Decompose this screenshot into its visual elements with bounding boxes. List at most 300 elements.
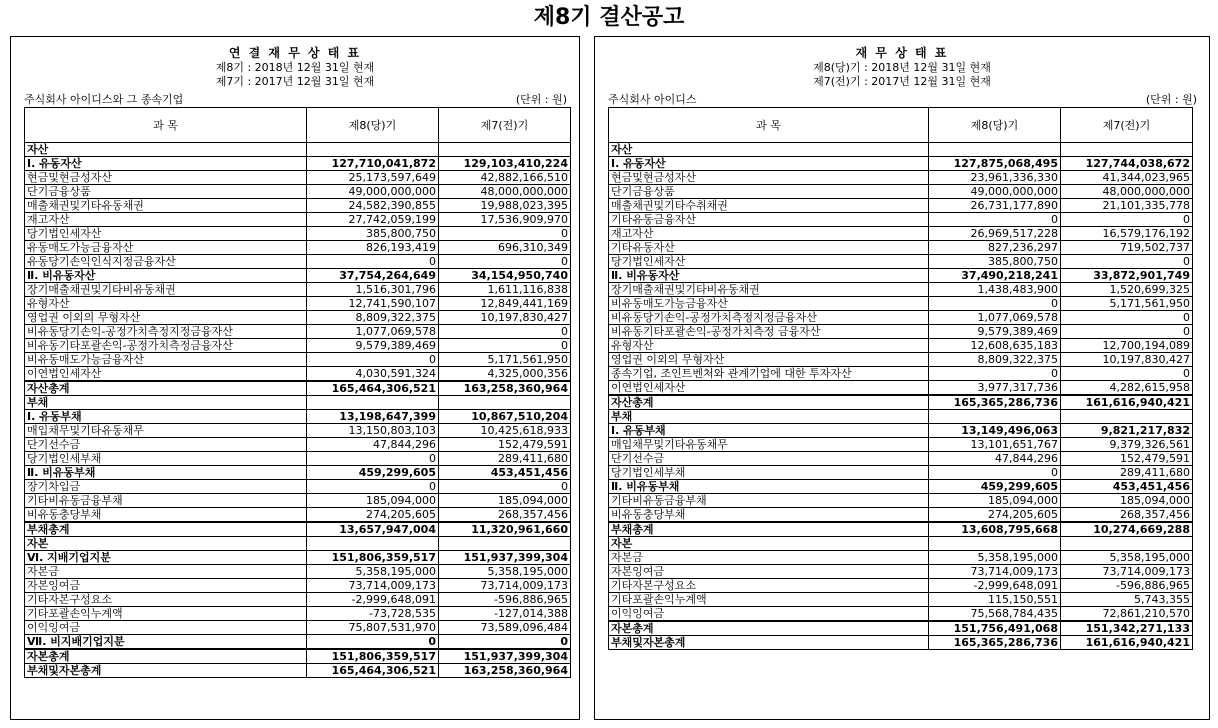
row-value-prior — [1061, 537, 1193, 551]
row-value-prior: 73,714,009,173 — [439, 579, 571, 593]
row-value-prior: 5,171,561,950 — [1061, 297, 1193, 311]
row-value-current: 185,094,000 — [929, 494, 1061, 508]
row-value-current: 73,714,009,173 — [929, 565, 1061, 579]
row-value-prior — [439, 143, 571, 157]
row-label: 단기금융상품 — [609, 185, 929, 199]
table-row — [609, 466, 1193, 480]
row-label: Ⅵ. 지배기업지분 — [25, 551, 307, 565]
row-value-current: 827,236,297 — [929, 241, 1061, 255]
row-label: 자본잉여금 — [25, 579, 307, 593]
row-label: 자산총계 — [25, 381, 307, 396]
row-value-current — [929, 143, 1061, 157]
row-value-current: 13,608,795,668 — [929, 522, 1061, 537]
table-row — [609, 551, 1193, 565]
row-value-prior: 0 — [439, 339, 571, 353]
table-row — [25, 199, 571, 213]
row-label: 비유동당기손익-공정가치측정지정금융자산 — [25, 325, 307, 339]
table-row — [25, 396, 571, 410]
row-value-current — [307, 143, 439, 157]
row-value-prior: 33,872,901,749 — [1061, 269, 1193, 283]
table-row — [609, 621, 1193, 636]
row-value-current: 49,000,000,000 — [307, 185, 439, 199]
table-row — [25, 171, 571, 185]
row-value-current — [929, 410, 1061, 424]
table-row — [609, 339, 1193, 353]
column-header-prior: 제7(전)기 — [1061, 108, 1193, 143]
row-value-current: 165,464,306,521 — [307, 381, 439, 396]
table-row — [25, 438, 571, 452]
row-label: 당기법인세부채 — [609, 466, 929, 480]
row-value-current — [307, 396, 439, 410]
table-row — [25, 551, 571, 565]
row-label: 이익잉여금 — [25, 621, 307, 635]
table-row — [609, 255, 1193, 269]
row-label: 자산 — [25, 143, 307, 157]
table-row — [25, 311, 571, 325]
row-value-current: 0 — [307, 353, 439, 367]
table-row — [25, 241, 571, 255]
row-label: 영업권 이외의 무형자산 — [609, 353, 929, 367]
table-row — [609, 241, 1193, 255]
table-row — [25, 143, 571, 157]
row-value-prior: 185,094,000 — [439, 494, 571, 508]
table-row — [25, 297, 571, 311]
row-value-current: 9,579,389,469 — [307, 339, 439, 353]
row-value-current: 459,299,605 — [307, 466, 439, 480]
table-row — [609, 494, 1193, 508]
row-value-current: 151,806,359,517 — [307, 551, 439, 565]
row-label: 영업권 이외의 무형자산 — [25, 311, 307, 325]
period-current: 제8기 : 2018년 12월 31일 현재 — [215, 61, 375, 74]
row-label: Ⅱ. 비유동자산 — [25, 269, 307, 283]
table-header-row — [609, 108, 1193, 143]
row-value-prior: 1,520,699,325 — [1061, 283, 1193, 297]
table-row — [25, 410, 571, 424]
row-label: 당기법인세자산 — [25, 227, 307, 241]
row-value-prior — [439, 537, 571, 551]
row-label: 매입채무및기타유동채무 — [609, 438, 929, 452]
row-label: 자본총계 — [609, 621, 929, 636]
period-current: 제8(당)기 : 2018년 12월 31일 현재 — [813, 61, 991, 74]
table-row — [25, 325, 571, 339]
row-label: 기타포괄손익누계액 — [609, 593, 929, 607]
row-label: 유동매도가능금융자산 — [25, 241, 307, 255]
row-value-current: 24,582,390,855 — [307, 199, 439, 213]
row-value-prior: 289,411,680 — [439, 452, 571, 466]
row-value-prior: -596,886,965 — [439, 593, 571, 607]
row-value-prior: 10,197,830,427 — [1061, 353, 1193, 367]
row-value-prior: 73,589,096,484 — [439, 621, 571, 635]
row-label: 기타포괄손익누계액 — [25, 607, 307, 621]
period-prior: 제7(전)기 : 2017년 12월 31일 현재 — [813, 75, 991, 88]
row-value-current: 274,205,605 — [929, 508, 1061, 523]
row-label: 당기법인세자산 — [609, 255, 929, 269]
table-row — [25, 664, 571, 678]
row-value-prior: 10,867,510,204 — [439, 410, 571, 424]
row-label: 비유동당기손익-공정가치측정지정금융자산 — [609, 311, 929, 325]
row-value-current: 1,438,483,900 — [929, 283, 1061, 297]
row-value-prior: 12,849,441,169 — [439, 297, 571, 311]
row-value-current: 25,173,597,649 — [307, 171, 439, 185]
table-row — [609, 537, 1193, 551]
row-value-current: 165,464,306,521 — [307, 664, 439, 678]
row-value-prior: 0 — [439, 255, 571, 269]
row-value-current: 151,756,491,068 — [929, 621, 1061, 636]
table-row — [609, 579, 1193, 593]
row-label: 비유동기타포괄손익-공정가치측정 금융자산 — [609, 325, 929, 339]
row-value-prior: 4,325,000,356 — [439, 367, 571, 382]
row-label: 부채총계 — [609, 522, 929, 537]
row-value-prior: 0 — [439, 227, 571, 241]
row-label: 재고자산 — [25, 213, 307, 227]
row-value-prior: 161,616,940,421 — [1061, 395, 1193, 410]
row-label: 당기법인세부채 — [25, 452, 307, 466]
row-value-current: 127,875,068,495 — [929, 157, 1061, 171]
row-value-current: 12,741,590,107 — [307, 297, 439, 311]
table-row — [609, 213, 1193, 227]
row-label: 유형자산 — [609, 339, 929, 353]
row-value-prior: -127,014,388 — [439, 607, 571, 621]
row-value-prior: 9,821,217,832 — [1061, 424, 1193, 438]
row-value-prior: 0 — [439, 325, 571, 339]
row-value-prior: 5,358,195,000 — [1061, 551, 1193, 565]
table-row — [609, 367, 1193, 381]
row-label: 부채 — [609, 410, 929, 424]
row-value-current: 12,608,635,183 — [929, 339, 1061, 353]
column-header-current: 제8(당)기 — [307, 108, 439, 143]
row-value-current: 0 — [929, 466, 1061, 480]
row-value-current: -2,999,648,091 — [929, 579, 1061, 593]
table-row — [609, 480, 1193, 494]
row-value-prior: 163,258,360,964 — [439, 381, 571, 396]
table-row — [609, 185, 1193, 199]
row-label: 기타비유동금융부채 — [25, 494, 307, 508]
period-prior: 제7기 : 2017년 12월 31일 현재 — [215, 75, 375, 88]
row-value-current: 73,714,009,173 — [307, 579, 439, 593]
row-label: Ⅰ. 유동자산 — [25, 157, 307, 171]
row-label: 장기매출채권및기타비유동채권 — [609, 283, 929, 297]
row-value-current: 826,193,419 — [307, 241, 439, 255]
row-label: Ⅱ. 비유동부채 — [609, 480, 929, 494]
row-value-prior: 129,103,410,224 — [439, 157, 571, 171]
row-value-current — [929, 537, 1061, 551]
row-value-current: 5,358,195,000 — [929, 551, 1061, 565]
unit-label: (단위 : 원) — [1145, 93, 1197, 106]
column-header-account: 과 목 — [609, 108, 929, 143]
row-value-current: 26,969,517,228 — [929, 227, 1061, 241]
row-value-current: 26,731,177,890 — [929, 199, 1061, 213]
row-label: 부채및자본총계 — [25, 664, 307, 678]
row-value-prior: 161,616,940,421 — [1061, 636, 1193, 650]
table-row — [609, 607, 1193, 622]
table-row — [25, 635, 571, 650]
company-name: 주식회사 아이디스와 그 종속기업 — [24, 93, 184, 106]
row-value-prior: 0 — [1061, 367, 1193, 381]
row-label: 비유동기타포괄손익-공정가치측정금융자산 — [25, 339, 307, 353]
table-row — [609, 565, 1193, 579]
statement-title: 연 결 재 무 상 태 표 — [228, 46, 362, 60]
row-label: 유형자산 — [25, 297, 307, 311]
row-value-current: 385,800,750 — [929, 255, 1061, 269]
row-value-current: -2,999,648,091 — [307, 593, 439, 607]
table-row — [609, 227, 1193, 241]
row-label: 부채총계 — [25, 522, 307, 537]
row-value-prior: 453,451,456 — [439, 466, 571, 480]
row-value-prior: 696,310,349 — [439, 241, 571, 255]
row-value-prior: 268,357,456 — [1061, 508, 1193, 523]
row-value-current: 165,365,286,736 — [929, 395, 1061, 410]
table-row — [25, 522, 571, 537]
row-label: 자본금 — [609, 551, 929, 565]
row-value-prior: 163,258,360,964 — [439, 664, 571, 678]
row-value-current: 0 — [307, 452, 439, 466]
row-value-prior: 21,101,335,778 — [1061, 199, 1193, 213]
table-row — [609, 199, 1193, 213]
row-value-current: 165,365,286,736 — [929, 636, 1061, 650]
row-value-current: 37,490,218,241 — [929, 269, 1061, 283]
row-value-prior: 151,342,271,133 — [1061, 621, 1193, 636]
row-value-prior: 0 — [1061, 255, 1193, 269]
row-label: 단기금융상품 — [25, 185, 307, 199]
separate-statement-panel — [594, 36, 1210, 720]
row-label: 단기선수금 — [25, 438, 307, 452]
row-value-current: 0 — [307, 480, 439, 494]
row-value-current: 127,710,041,872 — [307, 157, 439, 171]
table-row — [25, 452, 571, 466]
row-label: Ⅱ. 비유동자산 — [609, 269, 929, 283]
row-value-prior: 151,937,399,304 — [439, 551, 571, 565]
row-value-prior: 268,357,456 — [439, 508, 571, 523]
row-value-current: 5,358,195,000 — [307, 565, 439, 579]
row-value-prior: 0 — [1061, 325, 1193, 339]
row-value-prior: 48,000,000,000 — [439, 185, 571, 199]
row-label: 매출채권및기타유동채권 — [25, 199, 307, 213]
row-value-prior: 152,479,591 — [439, 438, 571, 452]
row-value-prior: 453,451,456 — [1061, 480, 1193, 494]
row-value-current: 13,149,496,063 — [929, 424, 1061, 438]
row-label: 현금및현금성자산 — [25, 171, 307, 185]
row-value-current: 3,977,317,736 — [929, 381, 1061, 396]
table-row — [25, 480, 571, 494]
table-row — [25, 424, 571, 438]
row-label: 부채및자본총계 — [609, 636, 929, 650]
row-label: 종속기업, 조인트벤처와 관계기업에 대한 투자자산 — [609, 367, 929, 381]
row-value-prior — [1061, 143, 1193, 157]
row-value-prior: 5,358,195,000 — [439, 565, 571, 579]
row-value-current: 13,198,647,399 — [307, 410, 439, 424]
row-label: 자본총계 — [25, 649, 307, 664]
table-row — [609, 522, 1193, 537]
row-label: 비유동매도가능금융자산 — [25, 353, 307, 367]
row-value-prior: 11,320,961,660 — [439, 522, 571, 537]
row-value-prior: 34,154,950,740 — [439, 269, 571, 283]
page-title: 제8기 결산공고 — [533, 5, 685, 30]
row-value-current: 37,754,264,649 — [307, 269, 439, 283]
table-row — [25, 621, 571, 635]
table-row — [609, 438, 1193, 452]
row-value-current: 75,568,784,435 — [929, 607, 1061, 622]
table-row — [25, 255, 571, 269]
row-value-prior: 72,861,210,570 — [1061, 607, 1193, 622]
row-value-prior: 10,197,830,427 — [439, 311, 571, 325]
table-row — [25, 579, 571, 593]
row-value-current: 1,077,069,578 — [929, 311, 1061, 325]
table-row — [609, 297, 1193, 311]
row-label: 현금및현금성자산 — [609, 171, 929, 185]
row-value-prior: 289,411,680 — [1061, 466, 1193, 480]
table-row — [25, 353, 571, 367]
row-label: Ⅰ. 유동자산 — [609, 157, 929, 171]
table-row — [609, 395, 1193, 410]
row-value-prior: 10,425,618,933 — [439, 424, 571, 438]
row-value-current: 0 — [307, 635, 439, 650]
table-row — [25, 367, 571, 382]
table-row — [25, 607, 571, 621]
row-value-current: 0 — [929, 297, 1061, 311]
consolidated-statement-panel — [10, 36, 580, 720]
row-label: Ⅱ. 비유동부채 — [25, 466, 307, 480]
row-value-current: 27,742,059,199 — [307, 213, 439, 227]
row-value-prior: 152,479,591 — [1061, 452, 1193, 466]
row-value-current: 0 — [307, 255, 439, 269]
row-label: 이익잉여금 — [609, 607, 929, 622]
row-label: 이연법인세자산 — [25, 367, 307, 382]
row-label: 매출채권및기타수취채권 — [609, 199, 929, 213]
table-row — [25, 508, 571, 523]
table-row — [25, 283, 571, 297]
table-row — [25, 339, 571, 353]
row-label: 매입채무및기타유동채무 — [25, 424, 307, 438]
row-value-current: 47,844,296 — [929, 452, 1061, 466]
row-value-current — [307, 537, 439, 551]
row-value-prior: 16,579,176,192 — [1061, 227, 1193, 241]
table-row — [609, 452, 1193, 466]
row-label: 자본 — [25, 537, 307, 551]
row-label: 재고자산 — [609, 227, 929, 241]
row-label: 자본 — [609, 537, 929, 551]
row-value-prior: 719,502,737 — [1061, 241, 1193, 255]
row-value-prior: -596,886,965 — [1061, 579, 1193, 593]
row-label: 장기매출채권및기타비유동채권 — [25, 283, 307, 297]
consolidated-table — [24, 107, 571, 678]
table-row — [25, 185, 571, 199]
row-value-current: 4,030,591,324 — [307, 367, 439, 382]
table-row — [609, 508, 1193, 523]
table-row — [609, 636, 1193, 650]
row-label: 기타자본구성요소 — [609, 579, 929, 593]
table-row — [25, 227, 571, 241]
table-row — [25, 565, 571, 579]
table-row — [25, 649, 571, 664]
table-row — [609, 157, 1193, 171]
row-value-prior: 1,611,116,838 — [439, 283, 571, 297]
row-value-prior — [439, 396, 571, 410]
column-header-account: 과 목 — [25, 108, 307, 143]
row-value-current: 75,807,531,970 — [307, 621, 439, 635]
row-value-prior: 10,274,669,288 — [1061, 522, 1193, 537]
table-row — [609, 171, 1193, 185]
row-value-current: 23,961,336,330 — [929, 171, 1061, 185]
row-value-prior — [1061, 410, 1193, 424]
row-value-prior: 42,882,166,510 — [439, 171, 571, 185]
row-value-current: 47,844,296 — [307, 438, 439, 452]
table-row — [609, 325, 1193, 339]
table-row — [609, 311, 1193, 325]
row-value-current: 8,809,322,375 — [929, 353, 1061, 367]
row-value-current: -73,728,535 — [307, 607, 439, 621]
row-label: 비유동충당부채 — [609, 508, 929, 523]
row-label: 자산 — [609, 143, 929, 157]
row-label: 기타유동자산 — [609, 241, 929, 255]
row-value-current: 13,657,947,004 — [307, 522, 439, 537]
column-header-current: 제8(당)기 — [929, 108, 1061, 143]
column-header-prior: 제7(전)기 — [439, 108, 571, 143]
row-value-current: 459,299,605 — [929, 480, 1061, 494]
table-row — [25, 494, 571, 508]
row-value-prior: 4,282,615,958 — [1061, 381, 1193, 396]
table-row — [25, 466, 571, 480]
row-label: 기타비유동금융부채 — [609, 494, 929, 508]
row-value-current: 9,579,389,469 — [929, 325, 1061, 339]
row-value-current: 0 — [929, 213, 1061, 227]
row-value-current: 8,809,322,375 — [307, 311, 439, 325]
table-row — [609, 410, 1193, 424]
row-value-prior: 5,171,561,950 — [439, 353, 571, 367]
row-value-prior: 41,344,023,965 — [1061, 171, 1193, 185]
row-value-current: 49,000,000,000 — [929, 185, 1061, 199]
row-value-prior: 0 — [1061, 213, 1193, 227]
row-value-prior: 19,988,023,395 — [439, 199, 571, 213]
row-label: 비유동매도가능금융자산 — [609, 297, 929, 311]
row-value-prior: 73,714,009,173 — [1061, 565, 1193, 579]
row-value-prior: 0 — [1061, 311, 1193, 325]
table-row — [609, 353, 1193, 367]
row-value-current: 13,101,651,767 — [929, 438, 1061, 452]
row-value-prior: 151,937,399,304 — [439, 649, 571, 664]
table-row — [609, 269, 1193, 283]
company-name: 주식회사 아이디스 — [608, 93, 697, 106]
unit-label: (단위 : 원) — [515, 93, 567, 106]
table-row — [609, 424, 1193, 438]
row-value-current: 185,094,000 — [307, 494, 439, 508]
table-row — [25, 593, 571, 607]
row-label: 자본금 — [25, 565, 307, 579]
table-row — [25, 157, 571, 171]
row-value-prior: 5,743,355 — [1061, 593, 1193, 607]
row-value-current: 1,516,301,796 — [307, 283, 439, 297]
row-value-current: 0 — [929, 367, 1061, 381]
separate-table — [608, 107, 1193, 650]
row-value-prior: 17,536,909,970 — [439, 213, 571, 227]
statement-title: 재 무 상 태 표 — [855, 46, 949, 60]
row-label: 부채 — [25, 396, 307, 410]
row-value-prior: 48,000,000,000 — [1061, 185, 1193, 199]
row-value-current: 1,077,069,578 — [307, 325, 439, 339]
row-label: 자산총계 — [609, 395, 929, 410]
row-label: Ⅰ. 유동부채 — [609, 424, 929, 438]
row-value-prior: 0 — [439, 480, 571, 494]
table-row — [609, 593, 1193, 607]
row-label: 비유동충당부채 — [25, 508, 307, 523]
row-label: 유동당기손익인식지정금융자산 — [25, 255, 307, 269]
row-label: Ⅰ. 유동부채 — [25, 410, 307, 424]
row-label: Ⅶ. 비지배기업지분 — [25, 635, 307, 650]
table-row — [609, 143, 1193, 157]
row-label: 이연법인세자산 — [609, 381, 929, 396]
row-label: 기타자본구성요소 — [25, 593, 307, 607]
row-label: 장기차입금 — [25, 480, 307, 494]
row-value-prior: 127,744,038,672 — [1061, 157, 1193, 171]
